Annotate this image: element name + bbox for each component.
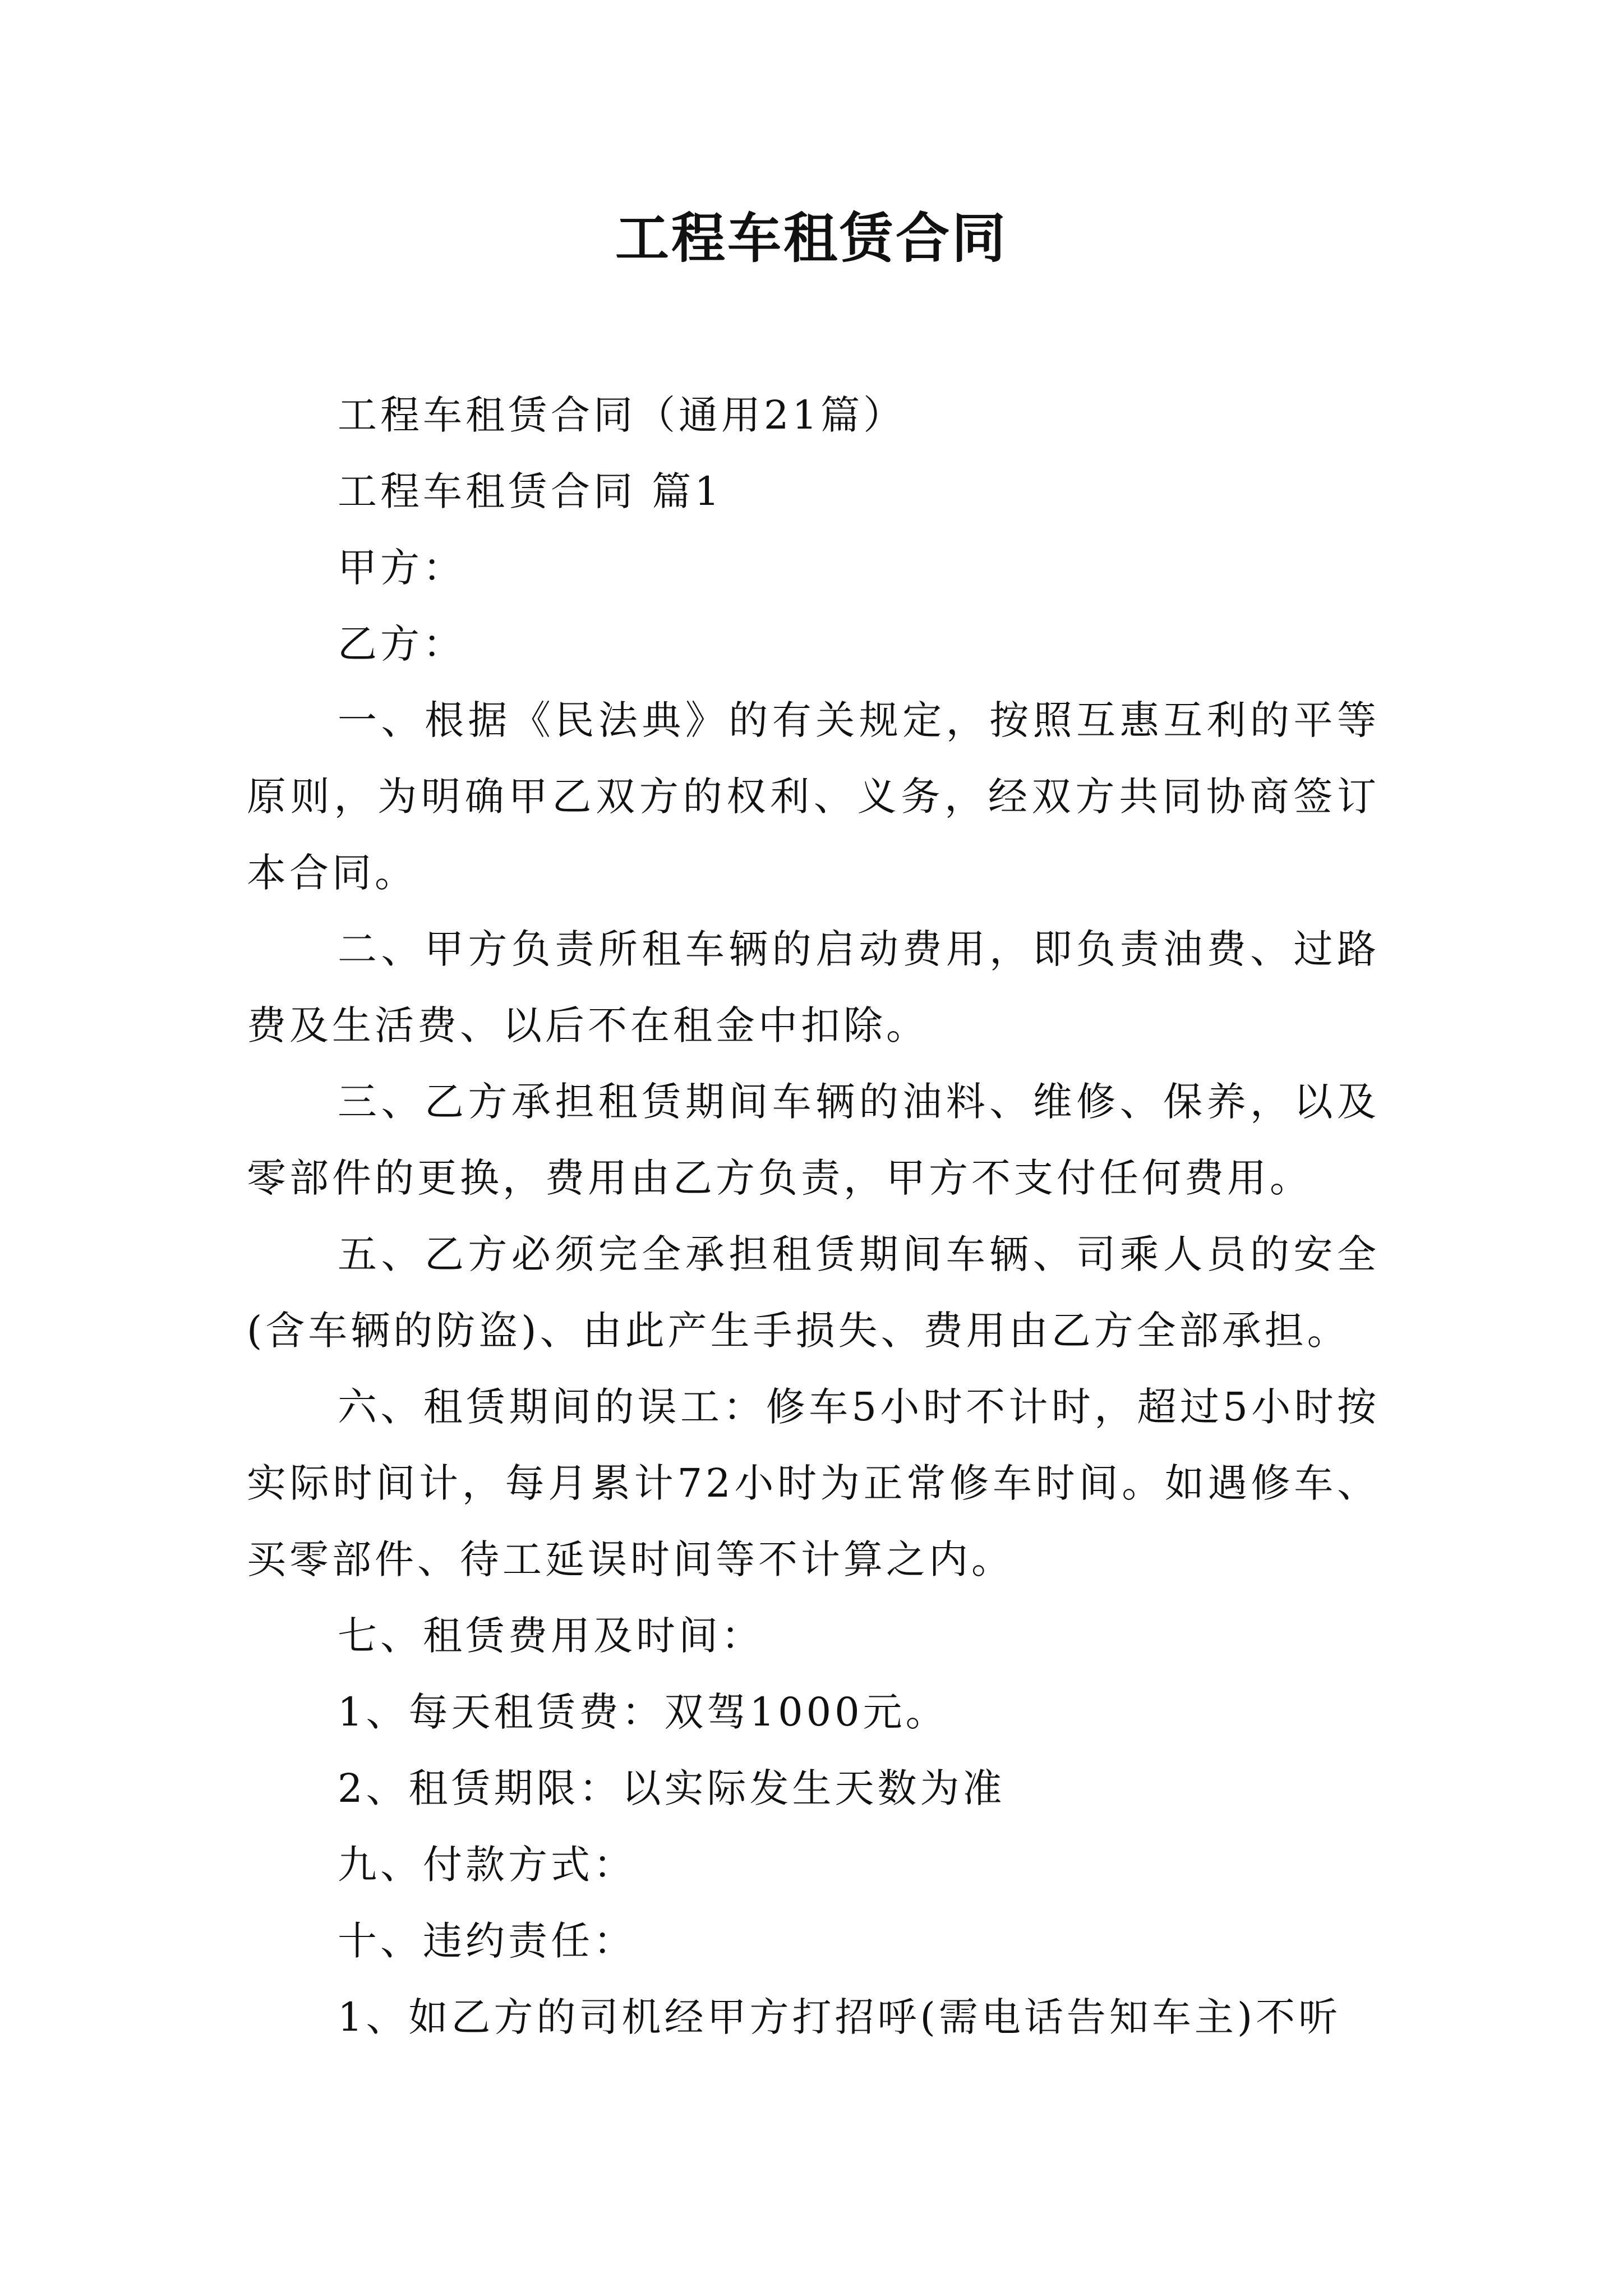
paragraph-collection-title: 工程车租赁合同（通用21篇）	[338, 392, 906, 438]
document-body	[247, 377, 1380, 2055]
paragraph-chapter-heading: 工程车租赁合同 篇1	[338, 468, 723, 514]
paragraph-party-a: 甲方：	[338, 545, 465, 591]
paragraph-clause-10-item-1: 1、如乙方的司机经甲方打招呼(需电话告知车主)不听	[338, 1994, 1341, 2040]
paragraph-clause-7-item-1: 1、每天租赁费：双驾1000元。	[338, 1689, 948, 1735]
paragraph-clause-3: 三、乙方承担租赁期间车辆的油料、维修、保养，以及零部件的更换，费用由乙方负责，甲方不支付任何费用。	[247, 1079, 1380, 1201]
paragraph-clause-9: 九、付款方式：	[338, 1842, 636, 1888]
paragraph-clause-6: 六、租赁期间的误工：修车5小时不计时，超过5小时按实际时间计，每月累计72小时为正常修车时间。如遇修车、买零部件、待工延误时间等不计算之内。	[247, 1384, 1380, 1582]
paragraph-clause-2: 二、甲方负责所租车辆的启动费用，即负责油费、过路费及生活费、以后不在租金中扣除。	[247, 926, 1380, 1048]
paragraph-clause-7-item-2: 2、租赁期限：以实际发生天数为准	[338, 1765, 1006, 1811]
document-title: 工程车租赁合同	[615, 206, 1008, 270]
paragraph-clause-7: 七、租赁费用及时间：	[338, 1613, 764, 1659]
paragraph-clause-10: 十、违约责任：	[338, 1918, 636, 1964]
paragraph-clause-5: 五、乙方必须完全承担租赁期间车辆、司乘人员的安全(含车辆的防盗)、由此产生手损失、费用由乙方全部承担。	[247, 1231, 1380, 1354]
paragraph-clause-1: 一、根据《民法典》的有关规定，按照互惠互利的平等原则，为明确甲乙双方的权利、义务，经双方共同协商签订本合同。	[247, 697, 1380, 896]
paragraph-party-b: 乙方：	[338, 621, 465, 667]
